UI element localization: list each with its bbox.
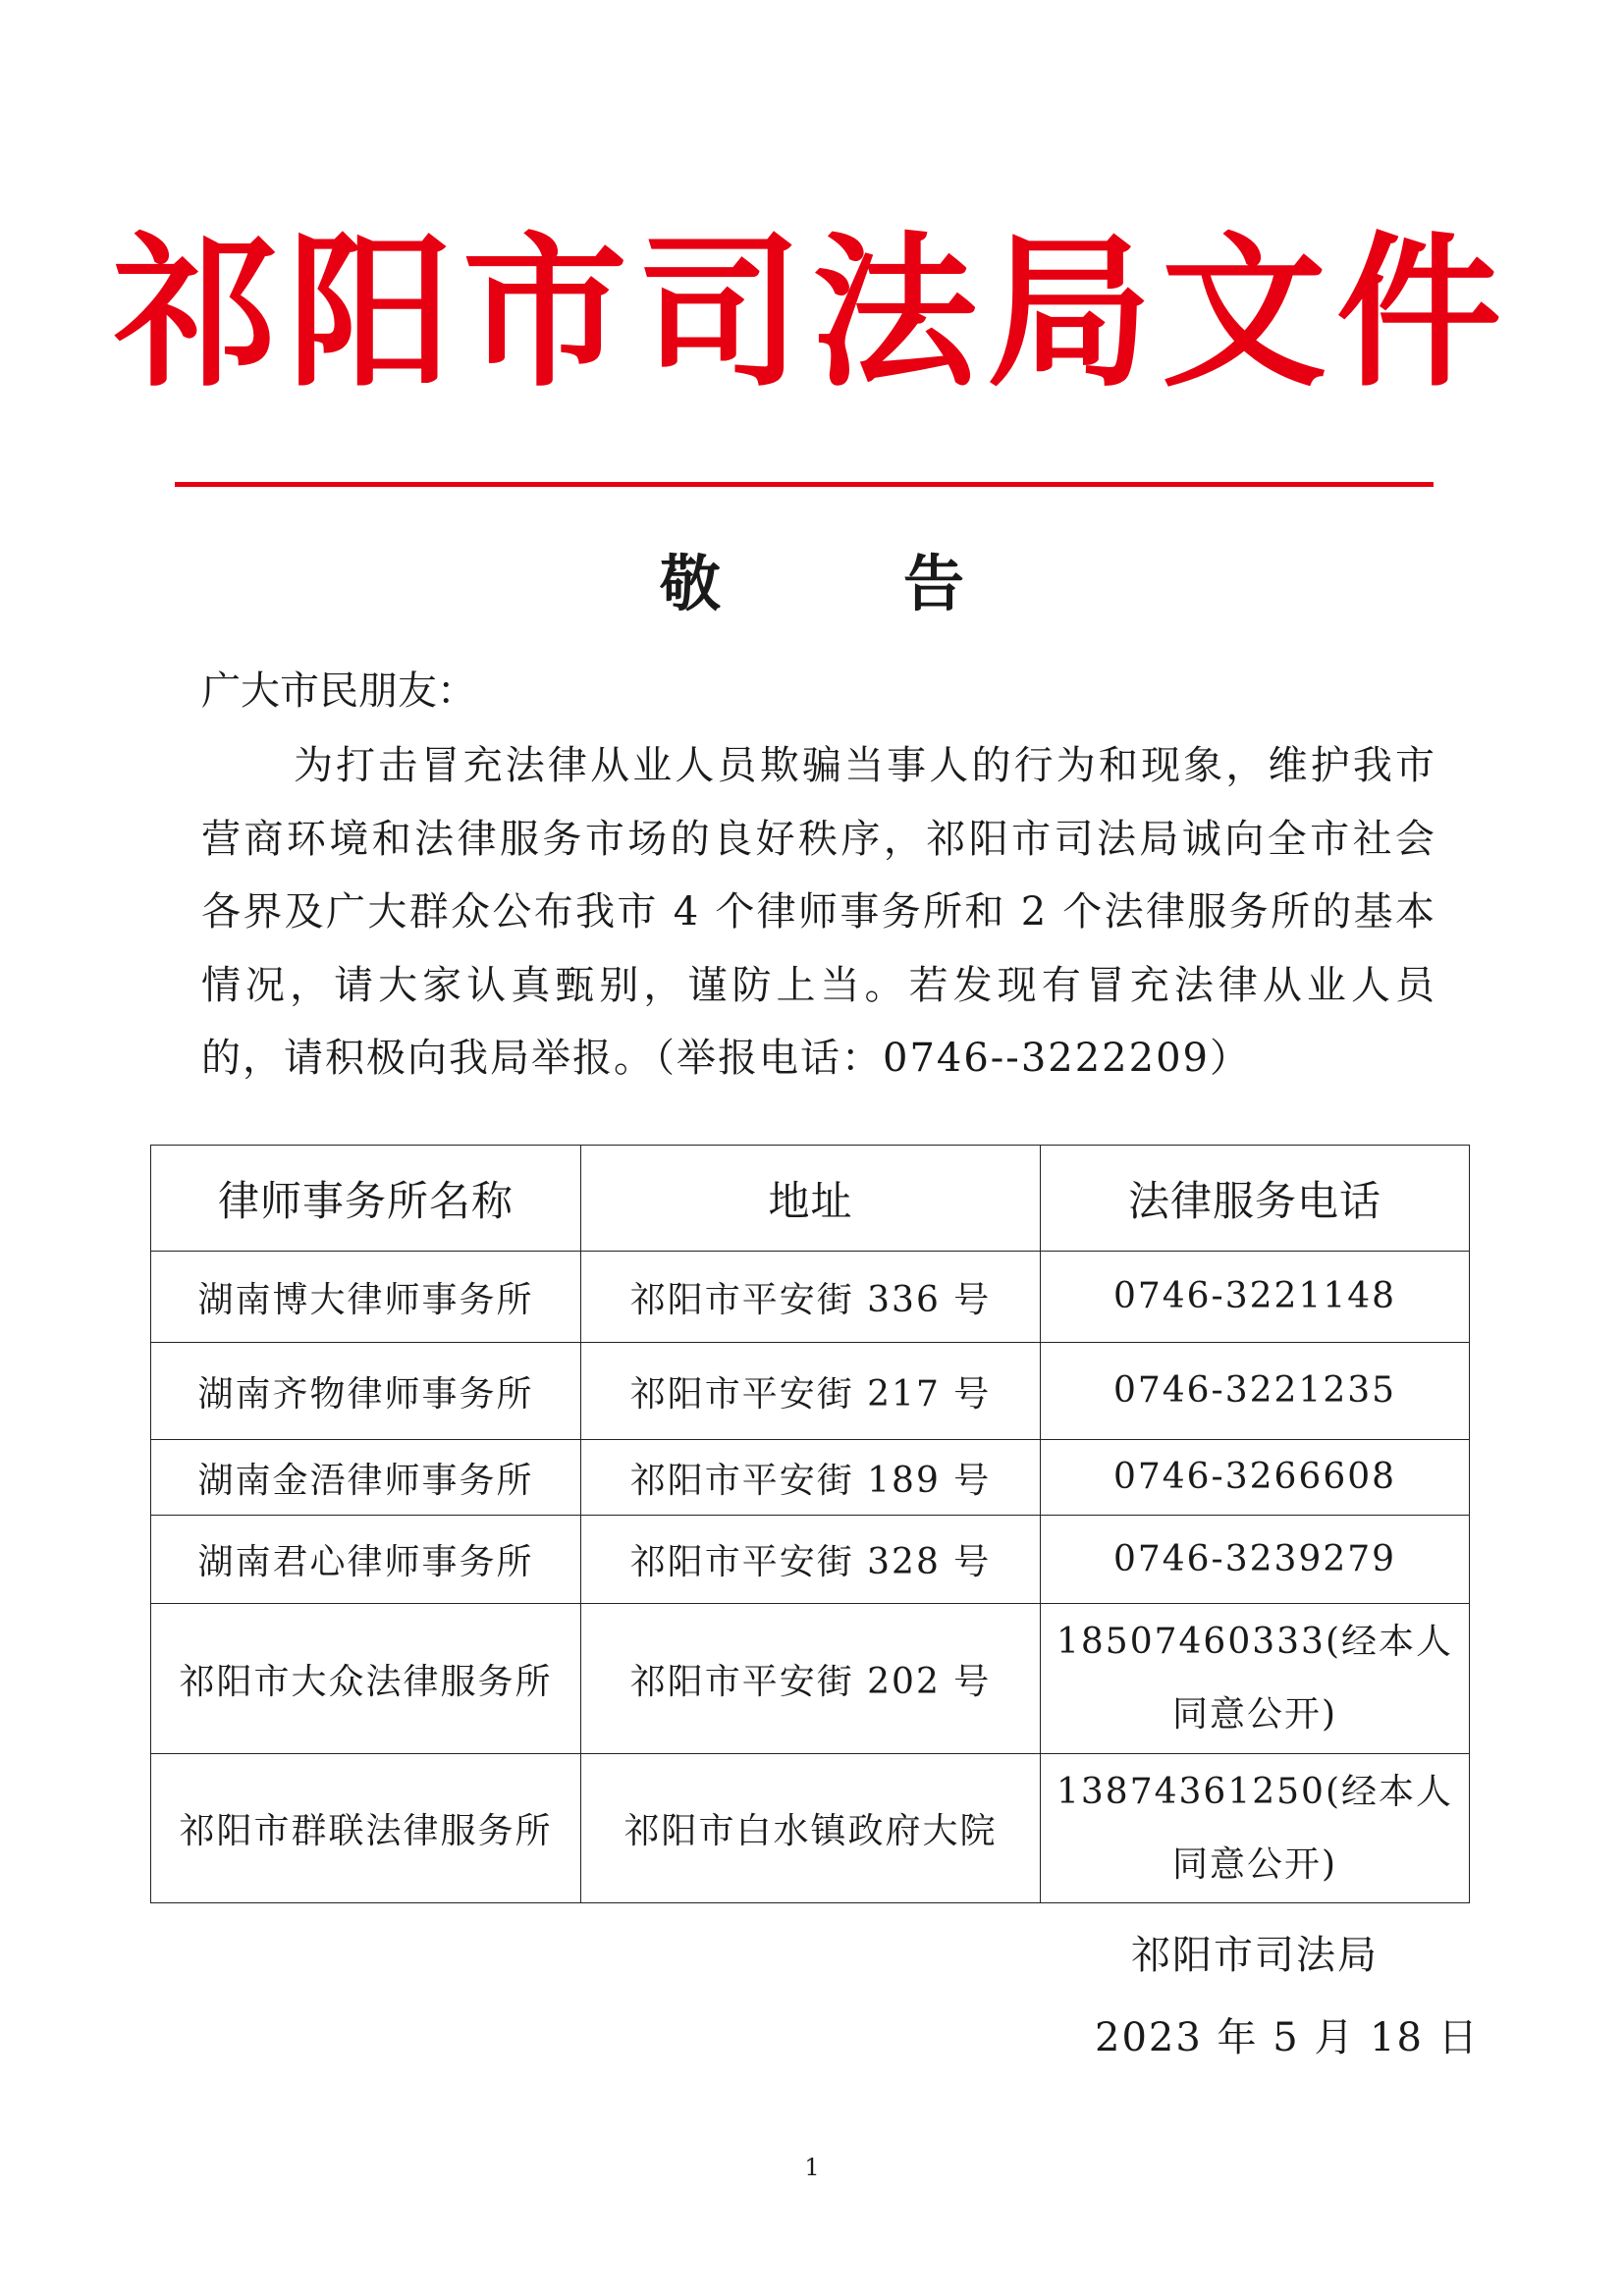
- address-cell: 祁阳市平安街 189 号: [581, 1440, 1041, 1516]
- law-firm-table: [150, 1145, 1470, 1903]
- table-row: [151, 1440, 1470, 1516]
- address-cell: 祁阳市白水镇政府大院: [581, 1754, 1041, 1903]
- table-row: [151, 1754, 1470, 1903]
- signature-organization: 祁阳市司法局: [1131, 1933, 1379, 1978]
- header-phone: 法律服务电话: [1041, 1146, 1470, 1252]
- notice-body-paragraph: 为打击冒充法律从业人员欺骗当事人的行为和现象，维护我市营商环境和法律服务市场的良好秩序，祁阳市司法局诚向全市社会各界及广大群众公布我市 4 个律师事务所和 2 个法律服务所的基本情况，请大家认真甄别，谨防上当。若发现有冒充法律从业人员的，请积极向我局举报。（举报电话：0746--3222209）: [201, 743, 1436, 1081]
- firm-name-cell: 湖南金浯律师事务所: [151, 1440, 581, 1516]
- phone-cell: 0746-3221148: [1041, 1252, 1470, 1343]
- table-header-row: [151, 1146, 1470, 1252]
- firm-name-cell: 祁阳市大众法律服务所: [151, 1604, 581, 1754]
- firm-name-cell: 湖南博大律师事务所: [151, 1252, 581, 1343]
- page-number: 1: [804, 2154, 820, 2181]
- address-cell: 祁阳市平安街 328 号: [581, 1516, 1041, 1604]
- salutation: 广大市民朋友：: [201, 668, 476, 714]
- header-firm-name: 律师事务所名称: [151, 1146, 581, 1252]
- phone-cell: 0746-3221235: [1041, 1343, 1470, 1440]
- signature-date: 2023 年 5 月 18 日: [1095, 2015, 1480, 2060]
- address-cell: 祁阳市平安街 202 号: [581, 1604, 1041, 1754]
- firm-name-cell: 湖南齐物律师事务所: [151, 1343, 581, 1440]
- table-row: [151, 1604, 1470, 1754]
- table-row: [151, 1516, 1470, 1604]
- document-masthead: 祁阳市司法局文件: [113, 215, 1511, 409]
- phone-cell: 0746-3239279: [1041, 1516, 1470, 1604]
- address-cell: 祁阳市平安街 217 号: [581, 1343, 1041, 1440]
- masthead-red-rule: [175, 482, 1434, 487]
- phone-cell: 0746-3266608: [1041, 1440, 1470, 1516]
- table-row: [151, 1343, 1470, 1440]
- phone-cell: 13874361250(经本人同意公开): [1041, 1754, 1470, 1903]
- table-row: [151, 1252, 1470, 1343]
- header-address: 地址: [581, 1146, 1041, 1252]
- address-cell: 祁阳市平安街 336 号: [581, 1252, 1041, 1343]
- phone-cell: 18507460333(经本人同意公开): [1041, 1604, 1470, 1754]
- firm-name-cell: 祁阳市群联法律服务所: [151, 1754, 581, 1903]
- notice-title: 敬 告: [659, 548, 964, 619]
- firm-name-cell: 湖南君心律师事务所: [151, 1516, 581, 1604]
